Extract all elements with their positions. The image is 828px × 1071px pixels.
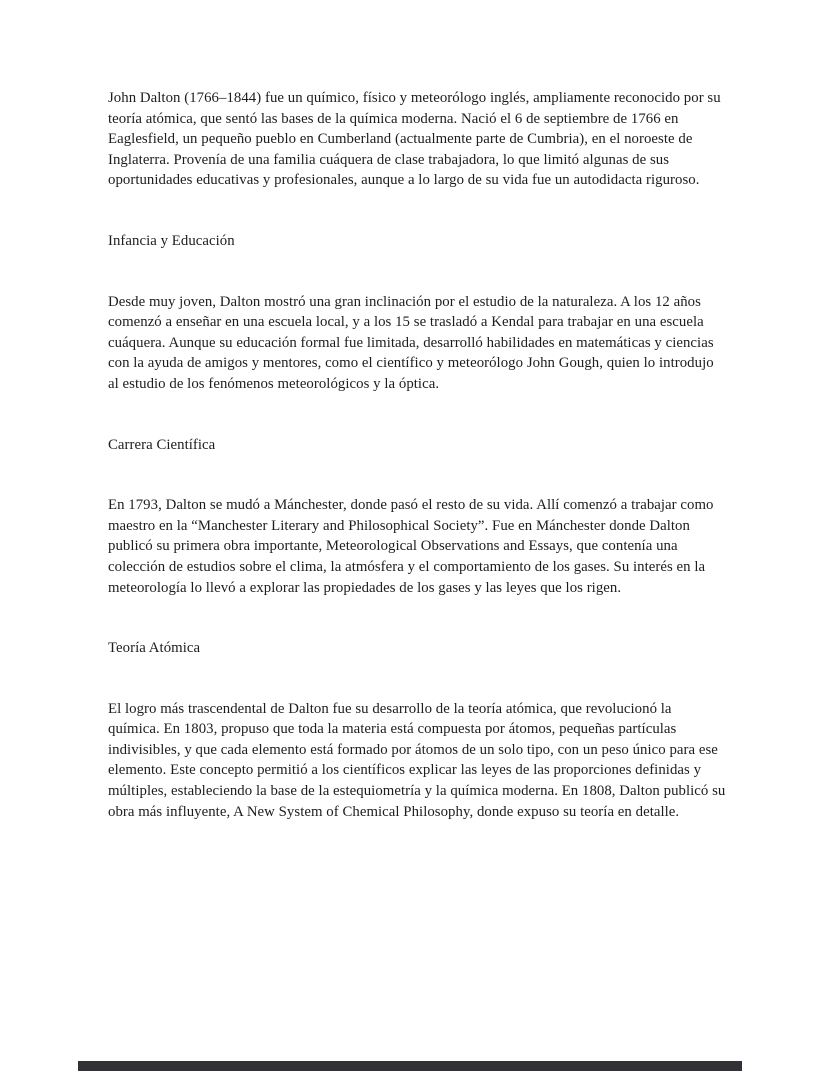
bottom-dark-strip	[78, 1061, 742, 1071]
paragraph-infancia-y-educacion: Desde muy joven, Dalton mostró una gran inclinación por el estudio de la naturaleza. A los 12 años comenzó a enseñar en una escuela local, y a los 15 se trasladó a Kendal para trabajar en una escuela cuáquera. Aunque su educación formal fue limitada, desarrolló habilidades en matemáticas y ciencias con la ayuda de amigos y mentores, como el científico y meteorólogo John Gough, quien lo introdujo al estudio de los fenómenos meteorológicos y la óptica.	[108, 293, 714, 392]
paragraph-teoria-atomica: El logro más trascendental de Dalton fue su desarrollo de la teoría atómica, que revolucionó la química. En 1803, propuso que toda la materia está compuesta por átomos, pequeñas partículas indivisibles, y que cada elemento está formado por átomos de un solo tipo, con un peso único para ese elemento. Este concepto permitió a los científicos explicar las leyes de las proporciones definidas y múltiples, estableciendo la base de la estequiometría y la química moderna. En 1808, Dalton publicó su obra más influyente, A New System of Chemical Philosophy, donde expuso su teoría en detalle.	[108, 700, 726, 820]
section-heading-carrera-cientifica: Carrera Científica	[108, 436, 216, 453]
paragraph-carrera-cientifica: En 1793, Dalton se mudó a Mánchester, donde pasó el resto de su vida. Allí comenzó a trabajar como maestro en la “Manchester Literary and Philosophical Society”. Fue en Mánchester donde Dalton publicó su primera obra importante, Meteorological Observations and Essays, que contenía una colección de estudios sobre el clima, la atmósfera y el comportamiento de los gases. Su interés en la meteorología lo llevó a explorar las propiedades de los gases y las leyes que los rigen.	[108, 497, 714, 596]
document-body	[108, 88, 726, 822]
section-heading-infancia-y-educacion: Infancia y Educación	[108, 232, 235, 249]
intro-paragraph: John Dalton (1766–1844) fue un químico, físico y meteorólogo inglés, ampliamente reconocido por su teoría atómica, que sentó las bases de la química moderna. Nació el 6 de septiembre de 1766 en Eaglesfield, un pequeño pueblo en Cumberland (actualmente parte de Cumbria), en el noroeste de Inglaterra. Provenía de una familia cuáquera de clase trabajadora, lo que limitó algunas de sus oportunidades educativas y profesionales, aunque a lo largo de su vida fue un autodidacta riguroso.	[108, 90, 721, 189]
section-heading-teoria-atomica: Teoría Atómica	[108, 640, 201, 657]
